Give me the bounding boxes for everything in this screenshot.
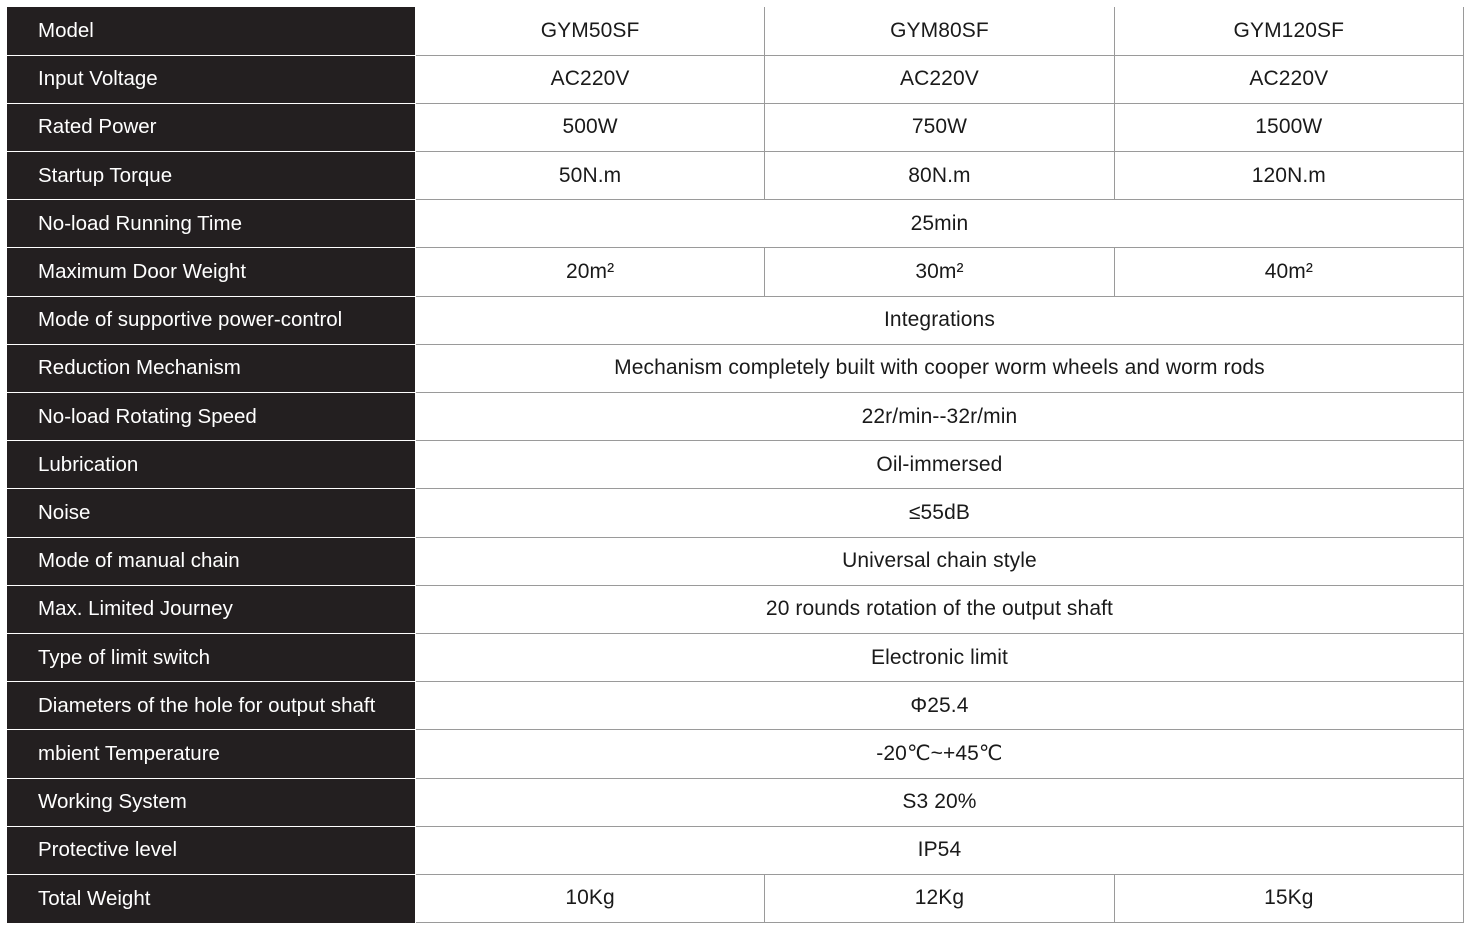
value-cell: AC220V (415, 55, 764, 103)
value-cell: GYM120SF (1114, 7, 1463, 55)
table-row (7, 633, 1464, 681)
value-cell: GYM80SF (765, 7, 1114, 55)
value-cell: 20m² (415, 248, 764, 296)
table-row (7, 152, 1464, 200)
value-cell: 30m² (765, 248, 1114, 296)
value-cell: 15Kg (1114, 874, 1463, 922)
table-row (7, 103, 1464, 151)
row-label: Reduction Mechanism (7, 344, 415, 392)
merged-value-cell: Electronic limit (415, 633, 1463, 681)
table-row (7, 441, 1464, 489)
table-row (7, 296, 1464, 344)
merged-value-cell: 20 rounds rotation of the output shaft (415, 585, 1463, 633)
value-cell: AC220V (765, 55, 1114, 103)
spec-table-body (7, 7, 1464, 923)
row-label: Model (7, 7, 415, 55)
value-cell: 10Kg (415, 874, 764, 922)
row-label: Type of limit switch (7, 633, 415, 681)
spec-table (7, 7, 1464, 923)
value-cell: 40m² (1114, 248, 1463, 296)
table-row (7, 55, 1464, 103)
value-cell: 1500W (1114, 103, 1463, 151)
row-label: No-load Running Time (7, 200, 415, 248)
row-label: Protective level (7, 826, 415, 874)
row-label: Startup Torque (7, 152, 415, 200)
merged-value-cell: -20℃~+45℃ (415, 730, 1463, 778)
row-label: No-load Rotating Speed (7, 393, 415, 441)
row-label: Noise (7, 489, 415, 537)
table-row (7, 344, 1464, 392)
merged-value-cell: 22r/min--32r/min (415, 393, 1463, 441)
table-row (7, 537, 1464, 585)
row-label: Rated Power (7, 103, 415, 151)
table-row (7, 200, 1464, 248)
value-cell: 80N.m (765, 152, 1114, 200)
row-label: Maximum Door Weight (7, 248, 415, 296)
table-row (7, 7, 1464, 55)
table-row (7, 778, 1464, 826)
merged-value-cell: ≤55dB (415, 489, 1463, 537)
table-row (7, 585, 1464, 633)
table-row (7, 248, 1464, 296)
row-label: mbient Temperature (7, 730, 415, 778)
merged-value-cell: Mechanism completely built with cooper worm wheels and worm rods (415, 344, 1463, 392)
merged-value-cell: IP54 (415, 826, 1463, 874)
table-row (7, 874, 1464, 922)
table-row (7, 826, 1464, 874)
value-cell: 500W (415, 103, 764, 151)
merged-value-cell: 25min (415, 200, 1463, 248)
table-row (7, 393, 1464, 441)
merged-value-cell: Universal chain style (415, 537, 1463, 585)
merged-value-cell: Integrations (415, 296, 1463, 344)
value-cell: 12Kg (765, 874, 1114, 922)
value-cell: GYM50SF (415, 7, 764, 55)
row-label: Lubrication (7, 441, 415, 489)
value-cell: AC220V (1114, 55, 1463, 103)
table-row (7, 682, 1464, 730)
table-row (7, 489, 1464, 537)
merged-value-cell: Φ25.4 (415, 682, 1463, 730)
row-label: Input Voltage (7, 55, 415, 103)
value-cell: 50N.m (415, 152, 764, 200)
row-label: Total Weight (7, 874, 415, 922)
row-label: Mode of supportive power-control (7, 296, 415, 344)
value-cell: 750W (765, 103, 1114, 151)
row-label: Diameters of the hole for output shaft (7, 682, 415, 730)
table-row (7, 730, 1464, 778)
row-label: Working System (7, 778, 415, 826)
merged-value-cell: S3 20% (415, 778, 1463, 826)
value-cell: 120N.m (1114, 152, 1463, 200)
row-label: Max. Limited Journey (7, 585, 415, 633)
merged-value-cell: Oil-immersed (415, 441, 1463, 489)
row-label: Mode of manual chain (7, 537, 415, 585)
